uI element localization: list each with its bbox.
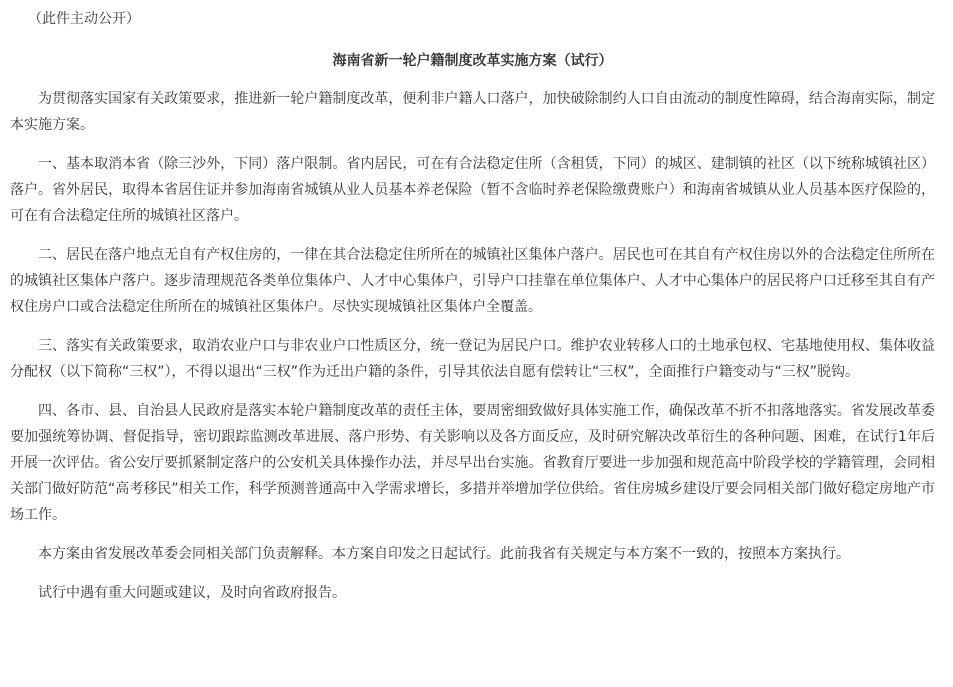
paragraph-section-3: 三、落实有关政策要求，取消农业户口与非农业户口性质区分，统一登记为居民户口。维护农业转移人口的土地承包权、宅基地使用权、集体收益分配权（以下简称“三权”），不得以退出“三权”作为迁出户籍的条件，引导其依法自愿有偿转让“三权”，全面推行户籍变动与“三权”脱钩。 [10,338,935,380]
document-title: 海南省新一轮户籍制度改革实施方案（试行） [332,53,613,69]
paragraph-intro: 为贯彻落实国家有关政策要求，推进新一轮户籍制度改革，便利非户籍人口落户，加快破除制约人口自由流动的制度性障碍，结合海南实际，制定本实施方案。 [10,91,935,133]
paragraph-section-1: 一、基本取消本省（除三沙外，下同）落户限制。省内居民，可在有合法稳定住所（含租赁，下同）的城区、建制镇的社区（以下统称城镇社区）落户。省外居民，取得本省居住证并参加海南省城镇从业人员基本养老保险（暂不含临时养老保险缴费账户）和海南省城镇从业人员基本医疗保险的，可在有合法稳定住所的城镇社区落户。 [10,156,935,224]
paragraph-interpretation: 本方案由省发展改革委会同相关部门负责解释。本方案自印发之日起试行。此前我省有关规定与本方案不一致的，按照本方案执行。 [38,546,850,562]
paragraph-reporting: 试行中遇有重大问题或建议，及时向省政府报告。 [38,585,346,601]
paragraph-section-4: 四、各市、县、自治县人民政府是落实本轮户籍制度改革的责任主体，要周密细致做好具体实施工作，确保改革不折不扣落地落实。省发展改革委要加强统筹协调、督促指导，密切跟踪监测改革进展、落户形势、有关影响以及各方面反应，及时研究解决改革衍生的各种问题、困难，在试行1年后开展一次评估。省公安厅要抓紧制定落户的公安机关具体操作办法，并尽早出台实施。省教育厅要进一步加强和规范高中阶段学校的学籍管理，会同相关部门做好防范“高考移民”相关工作，科学预测普通高中入学需求增长，多措并举增加学位供给。省住房城乡建设厅要会同相关部门做好稳定房地产市场工作。 [10,403,935,523]
paragraph-section-2: 二、居民在落户地点无自有产权住房的，一律在其合法稳定住所所在的城镇社区集体户落户。居民也可在其自有产权住房以外的合法稳定住所所在的城镇社区集体户落户。逐步清理规范各类单位集体户、人才中心集体户，引导户口挂靠在单位集体户、人才中心集体户的居民将户口迁移至其自有产权住房户口或合法稳定住所所在的城镇社区集体户。尽快实现城镇社区集体户全覆盖。 [10,247,935,315]
publication-note: （此件主动公开） [28,11,140,27]
